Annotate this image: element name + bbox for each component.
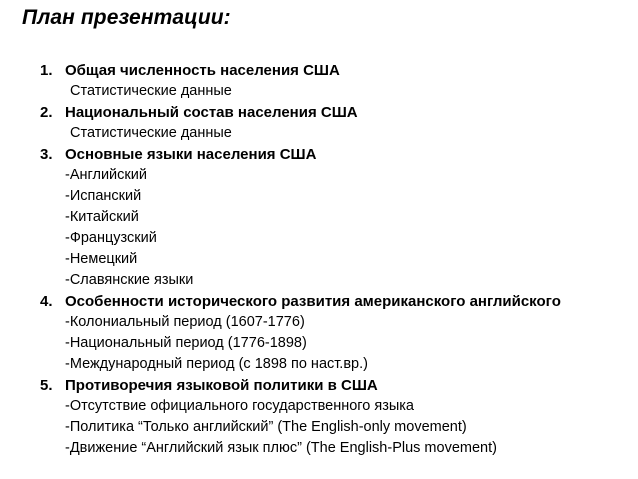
outline-item-number: 4.: [40, 293, 53, 310]
outline-item-heading: Общая численность населения США: [65, 62, 340, 79]
outline-detail-line: -Английский: [65, 167, 147, 183]
outline-detail-line: -Славянские языки: [65, 272, 194, 288]
outline-detail-line: -Движение “Английский язык плюс” (The English-Plus movement): [65, 440, 497, 456]
outline-detail-line: Статистические данные: [70, 125, 232, 141]
outline-detail-line: -Отсутствие официального государственного языка: [65, 398, 414, 414]
outline-item-details: [40, 123, 630, 144]
outline-item-details: [40, 312, 630, 375]
outline-item-details: [40, 81, 630, 102]
outline-item-heading: Противоречия языковой политики в США: [65, 377, 378, 394]
outline-item-heading-row: [40, 291, 630, 312]
outline-item-details: [40, 165, 630, 291]
slide-title: План презентации:: [22, 6, 231, 29]
outline-detail-line: -Международный период (с 1898 по наст.вр.): [65, 356, 368, 372]
outline-item-heading: Основные языки населения США: [65, 146, 317, 163]
outline-item-number: 3.: [40, 146, 53, 163]
outline-item-3: [40, 144, 630, 291]
outline-item-2: [40, 102, 630, 144]
outline-item-heading-row: [40, 60, 630, 81]
outline-detail-line: Статистические данные: [70, 83, 232, 99]
outline-detail-line: -Политика “Только английский” (The English-only movement): [65, 419, 467, 435]
outline-item-heading: Национальный состав населения США: [65, 104, 358, 121]
outline-item-1: [40, 60, 630, 102]
outline-detail-line: -Колониальный период (1607-1776): [65, 314, 305, 330]
outline-item-4: [40, 291, 630, 375]
outline-item-details: [40, 396, 630, 459]
outline-item-heading-row: [40, 144, 630, 165]
outline-detail-line: -Китайский: [65, 209, 139, 225]
outline-item-number: 2.: [40, 104, 53, 121]
outline-item-heading-row: [40, 102, 630, 123]
outline-detail-line: -Национальный период (1776-1898): [65, 335, 307, 351]
outline-detail-line: -Немецкий: [65, 251, 138, 267]
outline-item-heading: Особенности исторического развития американского английского: [65, 293, 561, 310]
outline-detail-line: -Французский: [65, 230, 157, 246]
outline-item-heading-row: [40, 375, 630, 396]
outline-item-5: [40, 375, 630, 459]
presentation-outline: [40, 60, 630, 459]
outline-item-number: 5.: [40, 377, 53, 394]
outline-detail-line: -Испанский: [65, 188, 142, 204]
outline-item-number: 1.: [40, 62, 53, 79]
